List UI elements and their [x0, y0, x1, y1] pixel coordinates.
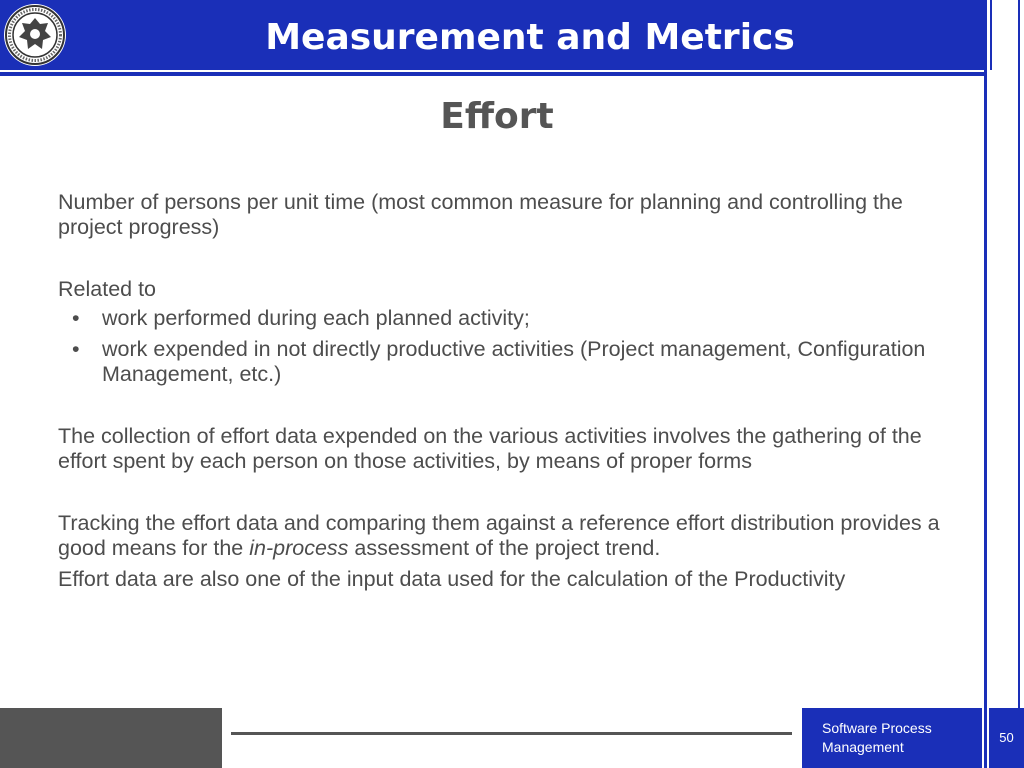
slide-body [58, 190, 968, 592]
footer-rule [231, 732, 792, 735]
tracking-text-start: Tracking the effort data and comparing them against a reference effort distribution provides a good means for the [58, 511, 940, 560]
bullet-icon: • [72, 337, 80, 361]
header-bar [0, 0, 984, 70]
right-edge-bar [1018, 0, 1020, 768]
definition-paragraph: Number of persons per unit time (most common measure for planning and controlling the project progress) [58, 190, 903, 239]
tracking-text-end: assessment of the project trend. [348, 536, 661, 560]
header-title: Measurement and Metrics [265, 17, 795, 58]
bullet-icon: • [72, 306, 80, 330]
related-heading: Related to [58, 277, 157, 301]
collection-paragraph: The collection of effort data expended on the various activities involves the gathering of the effort spent by each person on those activities, by means of proper forms [58, 424, 922, 473]
university-seal-icon [4, 4, 66, 66]
list-item [58, 306, 968, 331]
right-border-bar-thin [990, 0, 992, 70]
course-name: Software Process Management [822, 720, 932, 755]
related-list [58, 306, 968, 387]
slide-title: Effort [440, 96, 554, 137]
tracking-text-emphasis: in-process [249, 536, 349, 560]
list-item-text: work expended in not directly productive activities (Project management, Configuration Management, etc.) [102, 337, 926, 386]
page-number: 50 [999, 730, 1014, 745]
page-number-box [989, 708, 1024, 768]
tracking-paragraph [58, 511, 968, 561]
footer-gray-block [0, 708, 222, 768]
list-item-text: work performed during each planned activity; [102, 306, 530, 330]
header-divider [0, 72, 984, 76]
productivity-paragraph: Effort data are also one of the input data used for the calculation of the Productivity [58, 567, 846, 591]
list-item [58, 337, 968, 387]
footer-course-box [802, 708, 982, 768]
